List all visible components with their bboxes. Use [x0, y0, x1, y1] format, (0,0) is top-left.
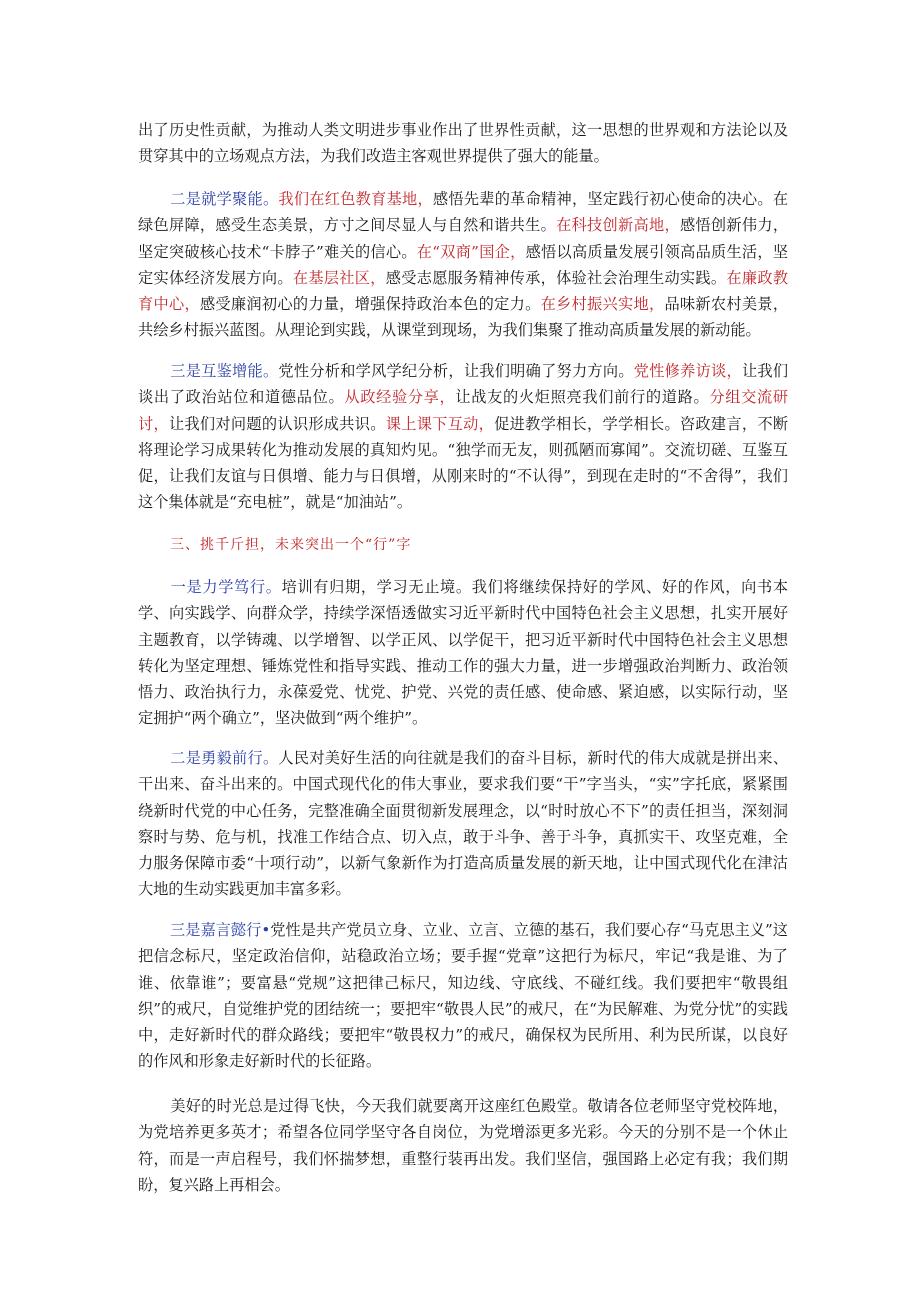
paragraph-text: 品味新农村美景，共绘乡村振兴蓝图。从理论到实践，从课堂到现场，为我们集聚了推动高质量发展的新动能。 — [138, 295, 789, 340]
paragraph-text: 促进教学相长，学学相长。咨政建言，不断将理论学习成果转化为推动发展的真知灼见。“独学而无友，则孤陋而寡闻”。交流切磋、互鉴互促，让我们友谊与日俱增、能力与日俱增，从刚来时的“不认得”，到现在走时的“不舍得”，我们这个集体就是“充电桩”，就是“加油站”。 — [138, 414, 789, 512]
highlight-phrase: 在廉政教育中心， — [138, 268, 789, 314]
paragraph-text: 感受廉润初心的力量，增强保持政治本色的定力。 — [199, 295, 541, 314]
paragraph-continuation — [138, 117, 788, 170]
paragraph-study-energy — [138, 186, 788, 344]
paragraph-closing — [138, 1093, 788, 1198]
paragraph-mutual-learning — [138, 358, 788, 516]
paragraph-text: 让我们谈出了政治站位和道德品位。 — [138, 362, 789, 407]
paragraph-text: 感悟先辈的革命精神，坚定践行初心使命的决心。在绿色屏障，感受生态美景，方寸之间尽显人与自然和谐共生。 — [138, 190, 789, 235]
paragraph-text: 感受志愿服务精神传承，体验社会治理生动实践。 — [385, 268, 727, 287]
paragraph-text: 党性分析和学风学纪分析，让我们明确了努力方向。 — [278, 362, 634, 380]
paragraph-brave-forward — [138, 745, 788, 903]
paragraph-text: 出了历史性贡献，为推动人类文明进步事业作出了世界性贡献，这一思想的世界观和方法论以及贯穿其中的立场观点方法，为我们改造主客观世界提供了强大的能量。 — [138, 121, 788, 166]
highlight-phrase: 在乡村振兴实地， — [540, 295, 665, 314]
highlight-phrase: 从政经验分享， — [344, 388, 456, 407]
paragraph-text: 让战友的火炬照亮我们前行的道路。 — [455, 388, 710, 407]
section-heading: 三、挑千斤担，未来突出一个“行”字 — [170, 537, 412, 553]
paragraph-good-words-deeds — [138, 917, 788, 1075]
highlight-phrase: 分组交流研讨， — [138, 388, 789, 433]
paragraph-lead: 二是勇毅前行。 — [170, 749, 279, 767]
highlight-phrase: 在基层社区， — [292, 268, 386, 287]
paragraph-diligent-practice — [138, 574, 788, 732]
paragraph-text: 感悟创新伟力，坚定突破核心技术“卡脖子”难关的信心。 — [138, 216, 789, 261]
paragraph-text: 感悟以高质量发展引领高品质生活，坚定实体经济发展方向。 — [138, 242, 789, 287]
highlight-phrase: 我们在红色教育基地， — [278, 190, 433, 208]
paragraph-lead: 三是嘉言懿行• — [170, 921, 271, 939]
highlight-phrase: 在“双商”国企， — [416, 242, 526, 261]
paragraph-text: 让我们对问题的认识形成共识。 — [168, 414, 386, 433]
paragraph-lead: 三是互鉴增能。 — [170, 362, 279, 380]
paragraph-text: 培训有归期，学习无止境。我们将继续保持好的学风、好的作风，向书本学、向实践学、向群众学，持续学深悟透做实习近平新时代中国特色社会主义思想，扎实开展好主题教育，以学铸魂、以学增智、以学正风、以学促干，把习近平新时代中国特色社会主义思想转化为坚定理想、锤炼党性和指导实践、推动工作的强大力量，进一步增强政治判断力、政治领悟力、政治执行力，永葆爱党、忧党、护党、兴党的责任感、使命感、紧迫感，以实际行动，坚定拥护“两个确立”，坚决做到“两个维护”。 — [138, 578, 789, 728]
highlight-phrase: 在科技创新高地， — [556, 216, 680, 235]
paragraph-lead: 二是就学聚能。 — [170, 190, 279, 208]
paragraph-text: 党性是共产党员立身、立业、立言、立德的基石，我们要心存“马克思主义”这把信念标尺，坚定政治信仰，站稳政治立场；要手握“党章”这把行为标尺，牢记“我是谁、为了谁、依靠谁”；要富悬“党规”这把律己标尺，知边线、守底线、不碰红线。我们要把牢“敬畏组织”的戒尺，自觉维护党的团结统一；要把牢“敬畏人民”的戒尺，在“为民解难、为党分忧”的实践中，走好新时代的群众路线；要把牢“敬畏权力”的戒尺，确保权为民所用、利为民所谋，以良好的作风和形象走好新时代的长征路。 — [138, 921, 788, 1071]
paragraph-text: 美好的时光总是过得飞快，今天我们就要离开这座红色殿堂。敬请各位老师坚守党校阵地，为党培养更多英才；希望各位同学坚守各自岗位，为党增添更多光彩。今天的分别不是一个休止符，而是一声启程号，我们怀揣梦想，重整行装再出发。我们坚信，强国路上必定有我；我们期盼，复兴路上再相会。 — [138, 1097, 788, 1194]
paragraph-lead: 一是力学笃行。 — [170, 578, 282, 596]
highlight-phrase: 课上课下互动， — [385, 414, 495, 433]
highlight-phrase: 党性修养访谈， — [633, 362, 742, 380]
paragraph-text: 人民对美好生活的向往就是我们的奋斗目标，新时代的伟大成就是拼出来、干出来、奋斗出来的。中国式现代化的伟大事业，要求我们要“干”字当头，“实”字托底，紧紧围绕新时代党的中心任务，完整准确全面贯彻新发展理念，以“时时放心不下”的责任担当，深刻洞察时与势、危与机，找准工作结合点、切入点，敢于斗争、善于斗争，真抓实干、攻坚克难，全力服务保障市委“十项行动”，以新气象新作为打造高质量发展的新天地，让中国式现代化在津沽大地的生动实践更加丰富多彩。 — [138, 749, 789, 899]
